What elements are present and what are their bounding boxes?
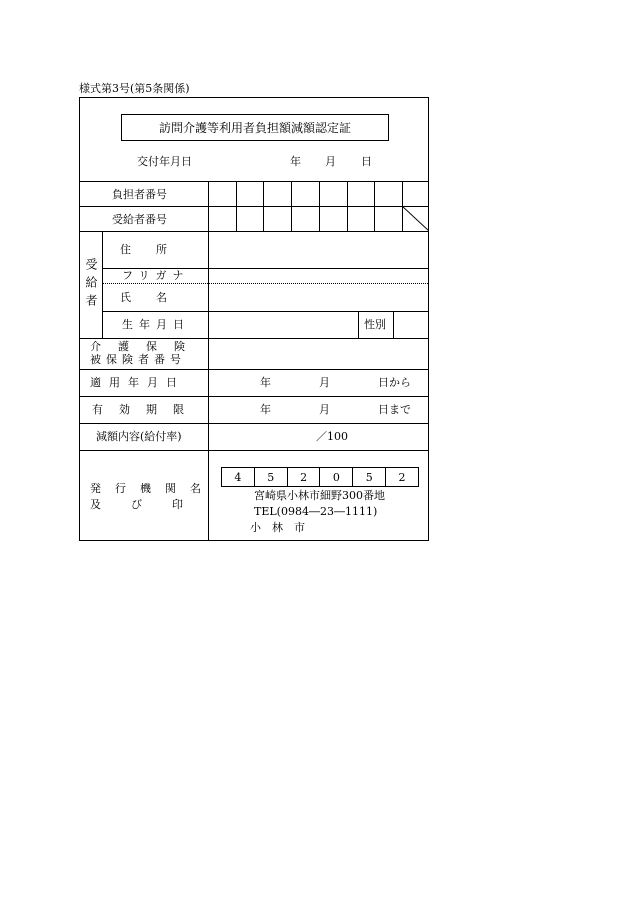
applicable-date-label: 適用年月日 [90, 376, 185, 389]
issue-year-unit: 年 [290, 155, 301, 168]
gender-divider [393, 311, 394, 338]
row-divider [80, 369, 428, 370]
applicable-month-unit: 月 [319, 376, 330, 389]
address-label: 住 所 [120, 243, 168, 256]
number-cell-divider [291, 181, 292, 231]
row-divider [80, 181, 428, 182]
issuer-code-digit: 2 [287, 468, 320, 486]
row-divider [80, 423, 428, 424]
cell-diagonal [402, 206, 429, 231]
issuer-tel: TEL(0984―23―1111) [254, 505, 378, 518]
issuer-code-digit: 0 [319, 468, 352, 486]
reduction-label: 減額内容(給付率) [96, 430, 182, 443]
issuer-code-box [221, 467, 419, 487]
applicable-year-unit: 年 [260, 376, 271, 389]
furigana-dotted-line [102, 283, 428, 284]
gender-label: 性別 [364, 318, 386, 331]
row-divider [80, 338, 428, 339]
furigana-label: フリガナ [122, 269, 190, 282]
applicable-from-text: 日から [378, 376, 411, 389]
issuer-address: 宮崎県小林市細野300番地 [254, 489, 385, 502]
issuer-label-line1: 発行機関名 [90, 482, 215, 495]
row-divider [80, 396, 428, 397]
birthdate-label: 生年月日 [122, 318, 190, 331]
recipient-group-label: 受給者 [84, 258, 98, 312]
issuer-code-digit: 4 [234, 470, 242, 484]
number-cell-divider [263, 181, 264, 231]
name-label: 氏 名 [120, 291, 168, 304]
issue-month-unit: 月 [325, 155, 336, 168]
issuer-name: 小 林 市 [250, 521, 305, 534]
recipient-number-label: 受給者番号 [112, 213, 167, 226]
issue-date-label: 交付年月日 [137, 155, 192, 168]
insured-label-line2: 被保険者番号 [90, 353, 186, 366]
valid-year-unit: 年 [260, 403, 271, 416]
valid-until-text: 日まで [378, 403, 411, 416]
issuer-label-line2: 及び印 [90, 498, 213, 511]
certificate-form [79, 97, 429, 541]
burden-number-label: 負担者番号 [112, 188, 167, 201]
form-caption: 様式第3号(第5条関係) [79, 82, 190, 95]
row-divider [80, 206, 428, 207]
reduction-value: ／100 [316, 430, 348, 443]
issue-day-unit: 日 [361, 155, 372, 168]
issuer-code-digit: 5 [352, 468, 385, 486]
row-divider [80, 450, 428, 451]
number-cell-divider [236, 181, 237, 231]
insured-label-line1: 介護保険 [90, 340, 202, 353]
valid-period-label: 有効期限 [92, 403, 200, 416]
number-cell-divider [347, 181, 348, 231]
issuer-code-digit: 2 [385, 468, 418, 486]
gender-divider [358, 311, 359, 338]
issuer-code-digit: 5 [254, 468, 287, 486]
number-cell-divider [319, 181, 320, 231]
recipient-group-divider [102, 231, 103, 338]
form-title: 訪問介護等利用者負担額減額認定証 [121, 114, 389, 141]
row-divider [102, 311, 428, 312]
number-cell-divider [374, 181, 375, 231]
row-divider [80, 231, 428, 232]
valid-month-unit: 月 [319, 403, 330, 416]
